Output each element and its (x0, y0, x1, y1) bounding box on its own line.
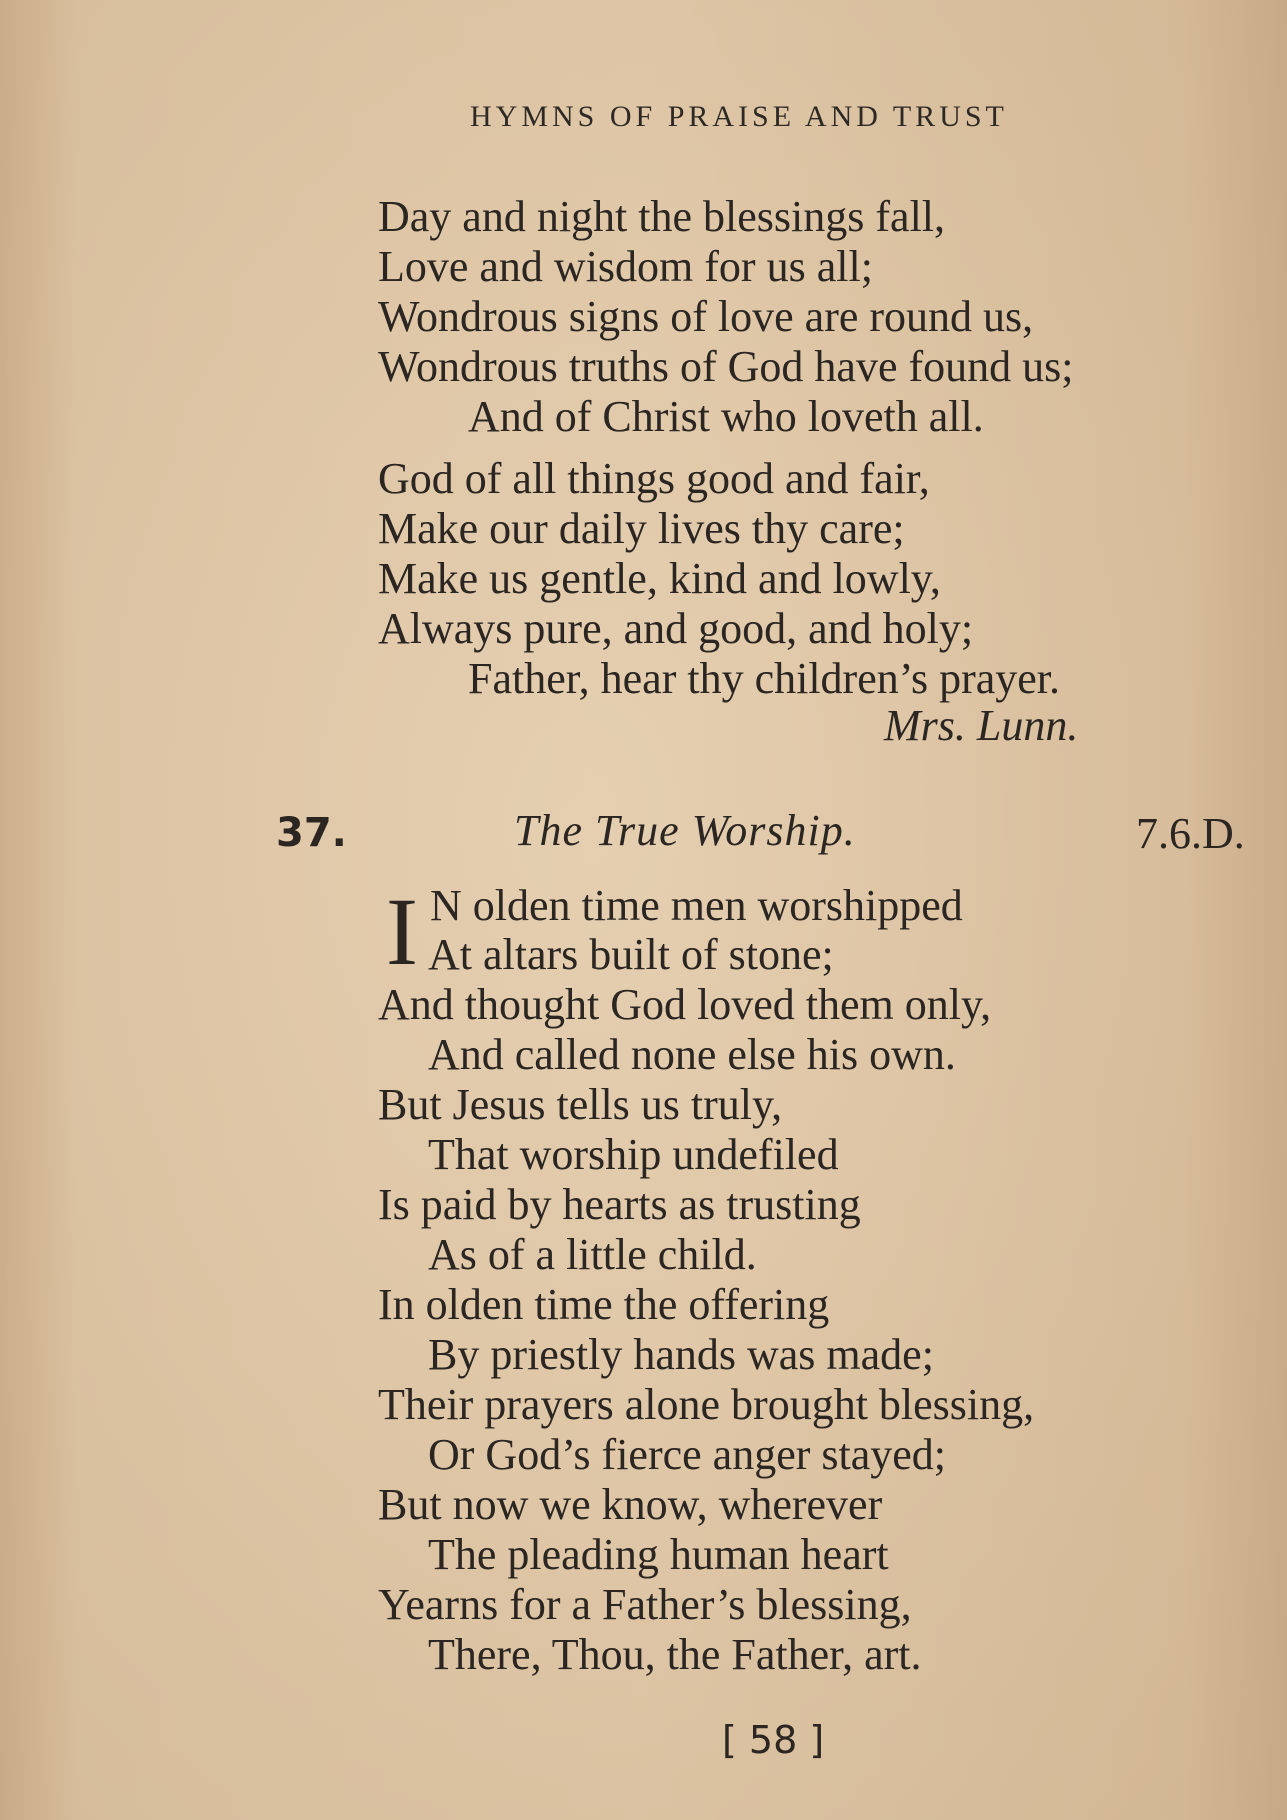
stanza-2 (378, 454, 1060, 704)
verse-line: And called none else his own. (428, 1030, 956, 1079)
verse-line: Wondrous signs of love are round us, (378, 292, 1034, 341)
page-number: [ 58 ] (722, 1718, 825, 1762)
verse-line: But now we know, wherever (378, 1480, 883, 1529)
hymn-title: The True Worship. (514, 806, 856, 855)
running-title: HYMNS OF PRAISE AND TRUST (470, 100, 1008, 133)
verse-line: And thought God loved them only, (378, 980, 992, 1029)
verse-line: Make our daily lives thy care; (378, 504, 905, 553)
hymn-body (378, 930, 1034, 1680)
verse-line: By priestly hands was made; (428, 1330, 934, 1379)
verse-line: Love and wisdom for us all; (378, 242, 873, 291)
verse-line: Yearns for a Father’s blessing, (378, 1580, 912, 1629)
verse-line: At altars built of stone; (428, 930, 834, 979)
verse-line: But Jesus tells us truly, (378, 1080, 783, 1129)
hymn-number: 37. (276, 810, 347, 856)
verse-line: Wondrous truths of God have found us; (378, 342, 1074, 391)
verse-line: Their prayers alone brought blessing, (378, 1380, 1035, 1429)
verse-line: Is paid by hearts as trusting (378, 1180, 861, 1229)
verse-line: That worship undefiled (428, 1130, 839, 1179)
verse-line: Or God’s fierce anger stayed; (428, 1430, 947, 1479)
verse-line: Day and night the blessings fall, (378, 192, 946, 241)
stanza-1 (378, 192, 1074, 442)
author-attribution: Mrs. Lunn. (884, 701, 1079, 750)
verse-line: As of a little child. (428, 1230, 757, 1279)
verse-line: God of all things good and fair, (378, 454, 930, 503)
verse-line: The pleading human heart (428, 1530, 889, 1579)
verse-line: There, Thou, the Father, art. (428, 1630, 922, 1679)
drop-cap: I (386, 878, 418, 985)
verse-line: In olden time the offering (378, 1280, 830, 1329)
hymn-meter: 7.6.D. (1136, 809, 1245, 858)
verse-line: Father, hear thy children’s prayer. (468, 654, 1061, 703)
verse-line-first: N olden time men worshipped (430, 881, 963, 930)
verse-line: Make us gentle, kind and lowly, (378, 554, 941, 603)
verse-line: Always pure, and good, and holy; (378, 604, 974, 653)
verse-line: And of Christ who loveth all. (468, 392, 984, 441)
